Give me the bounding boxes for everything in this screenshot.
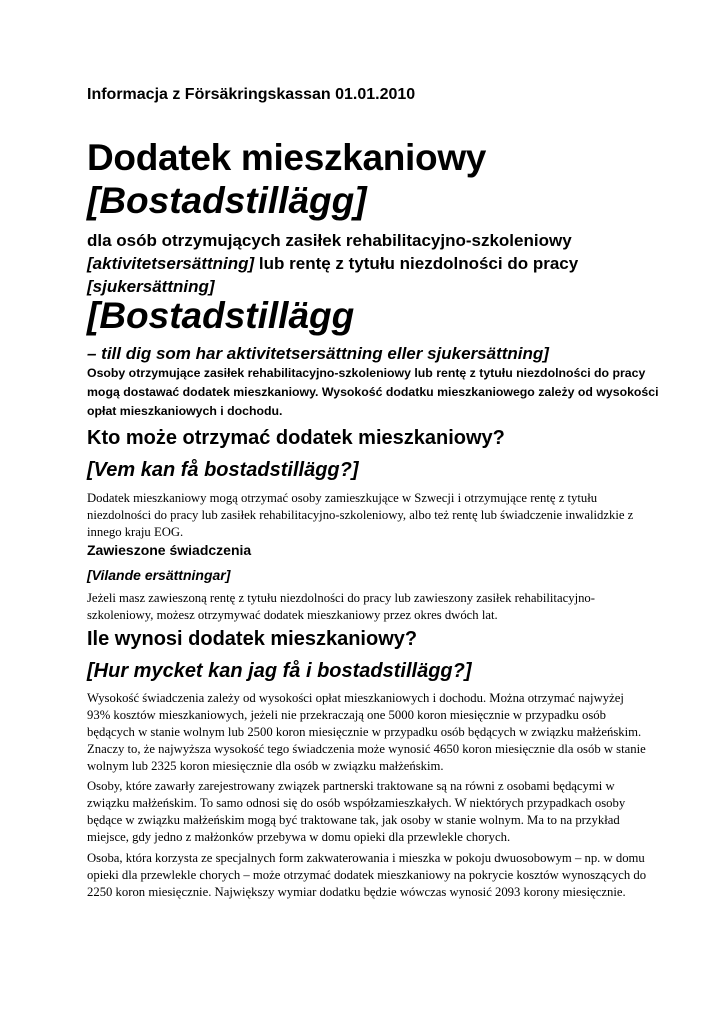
section-amount-paragraph-2: Osoby, które zawarły zarejestrowany związek partnerski traktowane są na równi z osobami będącymi w związku małżeńskim. To samo odnosi się do osób współzamieszkałych. W niektórych przypadkach osoby będące w związku małżeńskim mogą być traktowane tak, jak osoby w stanie wolnym. Ma to na przykład miejsce, gdy jedno z małżonków przebywa w domu opieki dla przewlekle chorych. xyxy=(87,779,626,844)
subsection-heading-suspended-swedish: [Vilande ersättningar] xyxy=(87,567,231,583)
section-who-paragraph: Dodatek mieszkaniowy mogą otrzymać osoby zamieszkujące w Szwecji i otrzymujące rentę z tytułu niezdolności do pracy lub zasiłek rehabilitacyjno-szkoleniowy, albo też rentę lub świadczenie inwalidzkie z innego kraju EOG. xyxy=(87,491,634,539)
subtitle-part-3: lub rentę z tytułu niezdolności do pracy xyxy=(254,254,579,273)
swedish-subheading: – till dig som har aktivitetsersättning eller sjukersättning] xyxy=(87,344,549,363)
section-heading-who-swedish: [Vem kan få bostadstillägg?] xyxy=(87,459,359,481)
info-line: Informacja z Försäkringskassan 01.01.2010 xyxy=(87,86,416,103)
section-amount-paragraph-3: Osoba, która korzysta ze specjalnych form zakwaterowania i mieszka w pokoju dwuosobowym – np. w domu opieki dla przewlekle chorych – może otrzymać dodatek mieszkaniowy na pokrycie kosztów wynoszących do 2250 koron miesięcznie. Największy wymiar dodatku będzie wówczas wynosić 2093 korony miesięcznie. xyxy=(87,851,647,899)
page-title: Dodatek mieszkaniowy xyxy=(87,137,487,178)
subtitle-part-1: dla osób otrzymujących zasiłek rehabilitacyjno-szkoleniowy xyxy=(87,231,572,250)
section-heading-amount-swedish: [Hur mycket kan jag få i bostadstillägg?] xyxy=(87,660,472,682)
lead-paragraph: Osoby otrzymujące zasiłek rehabilitacyjno-szkoleniowy lub rentę z tytułu niezdolności do pracy mogą dostawać dodatek mieszkaniowy. Wysokość dodatku mieszkaniowego zależy od wysokości opłat mieszkaniowych i dochodu. xyxy=(87,366,659,418)
subtitle-term-sjukersattning: [sjukersättning] xyxy=(87,277,215,296)
section-amount-paragraph-1: Wysokość świadczenia zależy od wysokości opłat mieszkaniowych i dochodu. Można otrzymać najwyżej 93% kosztów mieszkaniowych, jeżeli nie przekraczają one 5000 koron miesięcznie w przypadku osób będących w stanie wolnym lub 2500 koron miesięcznie w przypadku osób będących w związku małżeńskim. Znaczy to, że najwyższa wysokość tego świadczenia może wynosić 4650 koron miesięcznie dla osób w stanie wolnym lub 2325 koron miesięcznie dla osób w związku małżeńskim. xyxy=(87,691,646,773)
subsection-heading-suspended: Zawieszone świadczenia xyxy=(87,542,252,558)
swedish-heading: [Bostadstillägg xyxy=(87,295,355,336)
section-heading-amount: Ile wynosi dodatek mieszkaniowy? xyxy=(87,628,418,650)
subsection-suspended-paragraph: Jeżeli masz zawieszoną rentę z tytułu niezdolności do pracy lub zawieszony zasiłek rehabilitacyjno-szkoleniowy, możesz otrzymywać dodatek mieszkaniowy przez okres dwóch lat. xyxy=(87,591,596,622)
page-title-swedish: [Bostadstillägg] xyxy=(87,180,367,221)
subtitle xyxy=(87,229,647,298)
section-heading-who: Kto może otrzymać dodatek mieszkaniowy? xyxy=(87,427,505,449)
subtitle-term-aktivitetsersattning: [aktivitetsersättning] xyxy=(87,254,255,273)
